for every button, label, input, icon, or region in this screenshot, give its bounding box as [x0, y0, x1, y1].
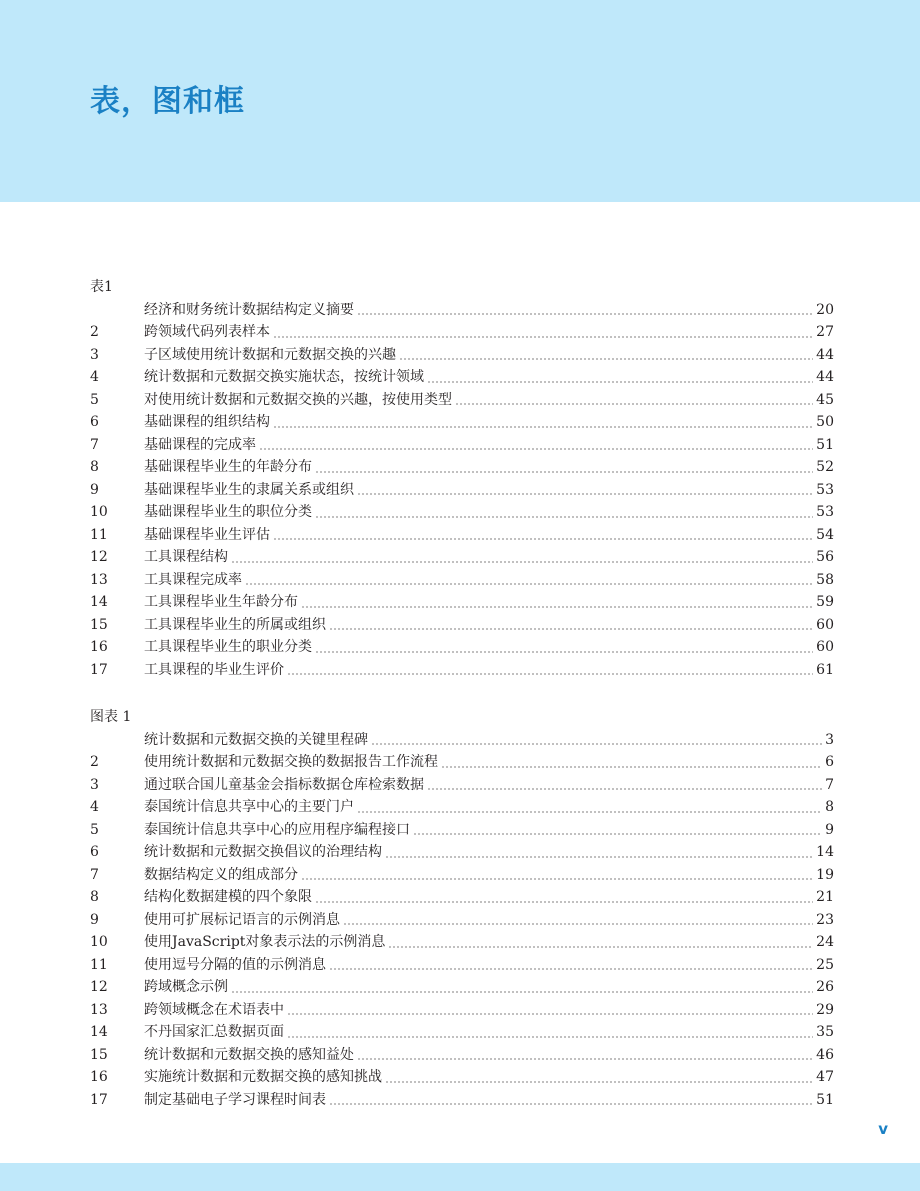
- toc-entry-page: 53: [816, 504, 834, 520]
- toc-entry-number: 7: [90, 436, 99, 453]
- toc-entry-number: 14: [90, 594, 108, 610]
- toc-entry-page: 60: [816, 616, 834, 633]
- toc-entry-number: 12: [90, 549, 108, 565]
- toc-entry-number: 11: [90, 526, 108, 543]
- toc-entry[interactable]: [90, 659, 834, 682]
- dot-leader: [385, 856, 813, 858]
- dot-leader: [287, 1013, 813, 1015]
- figures-list: [90, 706, 834, 1111]
- toc-entry-title: 工具课程结构: [144, 549, 228, 565]
- toc-entry[interactable]: [90, 751, 834, 774]
- toc-entry-number: 5: [90, 821, 99, 838]
- toc-entry-page: 53: [816, 481, 834, 498]
- toc-entry[interactable]: [90, 321, 834, 344]
- toc-entry-page: 29: [816, 1001, 834, 1018]
- dot-leader: [371, 743, 822, 745]
- page-title: 表，图和框: [90, 84, 245, 119]
- toc-entry-page: 7: [825, 776, 834, 793]
- dot-leader: [427, 788, 822, 790]
- dot-leader: [357, 313, 813, 315]
- dot-leader: [287, 1036, 813, 1038]
- toc-entry-number: 11: [90, 956, 108, 973]
- toc-entry-number: 15: [90, 1046, 108, 1063]
- dot-leader: [385, 1081, 813, 1083]
- toc-entry[interactable]: [90, 1021, 834, 1044]
- toc-entry[interactable]: [90, 886, 834, 909]
- dot-leader: [455, 403, 813, 405]
- toc-entry[interactable]: [90, 501, 834, 524]
- toc-entry-page: 46: [816, 1046, 834, 1063]
- toc-entry-page: 58: [816, 571, 834, 588]
- toc-entry-page: 19: [816, 866, 834, 883]
- dot-leader: [357, 811, 822, 813]
- dot-leader: [343, 923, 813, 925]
- dot-leader: [329, 968, 813, 970]
- toc-entry-title: 通过联合国儿童基金会指标数据仓库检索数据: [144, 776, 424, 793]
- toc-entry[interactable]: [90, 524, 834, 547]
- toc-entry-title: 不丹国家汇总数据页面: [144, 1024, 284, 1040]
- toc-entry-title: 使用逗号分隔的值的示例消息: [144, 956, 326, 973]
- toc-entry-page: 47: [816, 1069, 834, 1085]
- toc-entry-page: 20: [816, 301, 834, 318]
- toc-entry-title: 结构化数据建模的四个象限: [144, 889, 312, 905]
- toc-entry[interactable]: [90, 729, 834, 752]
- toc-entry-page: 25: [816, 956, 834, 973]
- toc-entry-title: 统计数据和元数据交换的关键里程碑: [144, 731, 368, 748]
- footer-band: [0, 1163, 920, 1191]
- toc-entry-number: 3: [90, 346, 99, 363]
- toc-entry-page: 26: [816, 979, 834, 995]
- dot-leader: [301, 606, 813, 608]
- toc-entry-number: 4: [90, 369, 99, 385]
- toc-entry[interactable]: [90, 774, 834, 797]
- toc-entry[interactable]: [90, 299, 834, 322]
- toc-entry[interactable]: [90, 841, 834, 864]
- dot-leader: [273, 426, 813, 428]
- toc-entry-number: 9: [90, 911, 99, 928]
- dot-leader: [399, 358, 813, 360]
- toc-entry[interactable]: [90, 1089, 834, 1112]
- toc-entry-page: 14: [816, 844, 834, 860]
- toc-entry[interactable]: [90, 569, 834, 592]
- toc-entry-number: 4: [90, 799, 99, 815]
- toc-entry-number: 17: [90, 661, 108, 678]
- toc-entry[interactable]: [90, 796, 834, 819]
- toc-entry-page: 6: [825, 754, 834, 770]
- toc-entry-number: 9: [90, 481, 99, 498]
- figures-heading: 图表 1: [90, 709, 132, 725]
- toc-entry-page: 35: [816, 1024, 834, 1040]
- dot-leader: [427, 381, 813, 383]
- toc-entry-number: 17: [90, 1091, 108, 1108]
- dot-leader: [273, 538, 813, 540]
- toc-entry[interactable]: [90, 479, 834, 502]
- toc-entry-title: 跨领域代码列表样本: [144, 324, 270, 340]
- toc-entry[interactable]: [90, 456, 834, 479]
- toc-entry-page: 51: [816, 1091, 834, 1108]
- toc-entry-title: 子区域使用统计数据和元数据交换的兴趣: [144, 346, 396, 363]
- toc-entry-number: 2: [90, 324, 99, 340]
- dot-leader: [273, 336, 813, 338]
- toc-entry-number: 16: [90, 639, 108, 655]
- toc-entry-number: 8: [90, 889, 99, 905]
- toc-entry[interactable]: [90, 999, 834, 1022]
- toc-entry-title: 对使用统计数据和元数据交换的兴趣，按使用类型: [144, 391, 452, 408]
- dot-leader: [329, 1103, 813, 1105]
- dot-leader: [315, 901, 813, 903]
- toc-entry[interactable]: [90, 1044, 834, 1067]
- toc-entry-title: 基础课程的组织结构: [144, 414, 270, 430]
- toc-entry-title: 统计数据和元数据交换实施状态，按统计领域: [144, 369, 424, 385]
- toc-entry-page: 44: [816, 369, 834, 385]
- toc-entry-number: 14: [90, 1024, 108, 1040]
- dot-leader: [315, 471, 813, 473]
- toc-entry-title: 基础课程毕业生的职位分类: [144, 504, 312, 520]
- toc-entry-title: 制定基础电子学习课程时间表: [144, 1091, 326, 1108]
- toc-entry[interactable]: [90, 954, 834, 977]
- toc-entry-page: 50: [816, 414, 834, 430]
- dot-leader: [231, 561, 813, 563]
- toc-entry-title: 工具课程毕业生年龄分布: [144, 594, 298, 610]
- toc-entry-page: 51: [816, 436, 834, 453]
- dot-leader: [315, 516, 813, 518]
- toc-entry-title: 跨域概念示例: [144, 979, 228, 995]
- toc-entry-page: 24: [816, 934, 834, 950]
- toc-entry-title: 工具课程毕业生的职业分类: [144, 639, 312, 655]
- toc-entry[interactable]: [90, 411, 834, 434]
- tables-list: [90, 276, 834, 681]
- toc-entry-title: 使用可扩展标记语言的示例消息: [144, 911, 340, 928]
- toc-entry-title: 使用统计数据和元数据交换的数据报告工作流程: [144, 754, 438, 770]
- toc-entry-page: 56: [816, 549, 834, 565]
- toc-entry-page: 61: [816, 661, 834, 678]
- toc-entry-number: 2: [90, 754, 99, 770]
- toc-entry-title: 跨领域概念在术语表中: [144, 1001, 284, 1018]
- dot-leader: [329, 628, 813, 630]
- toc-entry-page: 21: [816, 889, 834, 905]
- toc-entry-number: 10: [90, 934, 108, 950]
- toc-entry-title: 工具课程完成率: [144, 571, 242, 588]
- toc-entry[interactable]: [90, 546, 834, 569]
- toc-entry-page: 3: [825, 731, 834, 748]
- toc-entry-title: 经济和财务统计数据结构定义摘要: [144, 301, 354, 318]
- dot-leader: [231, 991, 813, 993]
- toc-entry-page: 52: [816, 459, 834, 475]
- toc-entry-page: 44: [816, 346, 834, 363]
- toc-entry-number: 6: [90, 414, 99, 430]
- dot-leader: [245, 583, 813, 585]
- toc-entry-title: 基础课程毕业生的隶属关系或组织: [144, 481, 354, 498]
- toc-entry-page: 27: [816, 324, 834, 340]
- toc-entry-title: 统计数据和元数据交换的感知益处: [144, 1046, 354, 1063]
- toc-entry-title: 使用JavaScript对象表示法的示例消息: [144, 934, 386, 950]
- toc-entry-title: 基础课程的完成率: [144, 436, 256, 453]
- toc-entry-title: 基础课程毕业生的年龄分布: [144, 459, 312, 475]
- toc-entry-title: 工具课程的毕业生评价: [144, 661, 284, 678]
- toc-entry[interactable]: [90, 1066, 834, 1089]
- toc-entry-page: 8: [825, 799, 834, 815]
- toc-entry-number: 16: [90, 1069, 108, 1085]
- toc-entry-number: 15: [90, 616, 108, 633]
- toc-entry[interactable]: [90, 931, 834, 954]
- dot-leader: [301, 878, 813, 880]
- tables-heading: 表1: [90, 279, 113, 295]
- toc-entry-number: 12: [90, 979, 108, 995]
- toc-entry-page: 59: [816, 594, 834, 610]
- toc-entry-page: 45: [816, 391, 834, 408]
- toc-entry-page: 9: [825, 821, 834, 838]
- dot-leader: [357, 493, 813, 495]
- dot-leader: [287, 673, 813, 675]
- toc-entry-number: 6: [90, 844, 99, 860]
- toc-entry[interactable]: [90, 976, 834, 999]
- toc-entry[interactable]: [90, 909, 834, 932]
- toc-entry-number: 3: [90, 776, 99, 793]
- toc-entry[interactable]: [90, 819, 834, 842]
- toc-entry[interactable]: [90, 434, 834, 457]
- dot-leader: [357, 1058, 813, 1060]
- toc-entry-title: 基础课程毕业生评估: [144, 526, 270, 543]
- toc-entry-number: 13: [90, 571, 108, 588]
- toc-entry-title: 泰国统计信息共享中心的主要门户: [144, 799, 354, 815]
- toc-entry-title: 统计数据和元数据交换倡议的治理结构: [144, 844, 382, 860]
- toc-entry-number: 8: [90, 459, 99, 475]
- dot-leader: [315, 651, 813, 653]
- toc-entry-title: 泰国统计信息共享中心的应用程序编程接口: [144, 821, 410, 838]
- toc-entry[interactable]: [90, 614, 834, 637]
- toc-entry-number: 5: [90, 391, 99, 408]
- toc-entry[interactable]: [90, 389, 834, 412]
- toc-entry-page: 23: [816, 911, 834, 928]
- toc-entry-number: 13: [90, 1001, 108, 1018]
- toc-entry-page: 60: [816, 639, 834, 655]
- toc-entry[interactable]: [90, 864, 834, 887]
- toc-entry[interactable]: [90, 636, 834, 659]
- toc-entry[interactable]: [90, 344, 834, 367]
- toc-entry[interactable]: [90, 366, 834, 389]
- toc-entry-page: 54: [816, 526, 834, 543]
- toc-entry-title: 数据结构定义的组成部分: [144, 866, 298, 883]
- toc-entry-number: 10: [90, 504, 108, 520]
- dot-leader: [259, 448, 813, 450]
- toc-entry-title: 工具课程毕业生的所属或组织: [144, 616, 326, 633]
- toc-entry-number: 7: [90, 866, 99, 883]
- dot-leader: [413, 833, 822, 835]
- dot-leader: [388, 946, 813, 948]
- toc-entry-title: 实施统计数据和元数据交换的感知挑战: [144, 1069, 382, 1085]
- dot-leader: [441, 766, 822, 768]
- page-number: v: [878, 1120, 888, 1138]
- toc-entry[interactable]: [90, 591, 834, 614]
